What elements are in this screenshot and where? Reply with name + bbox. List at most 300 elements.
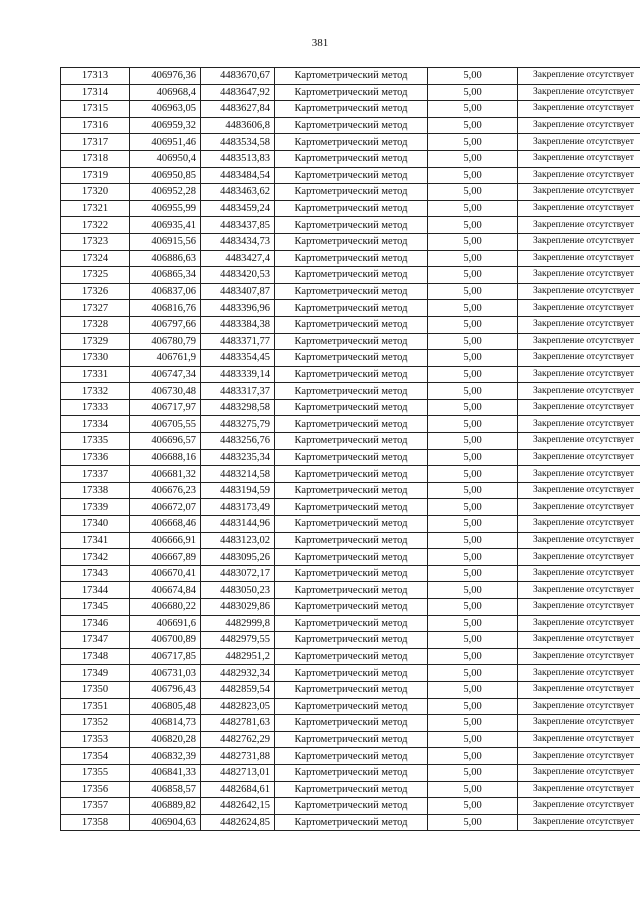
accuracy-cell: 5,00 <box>428 516 518 533</box>
fixation-cell: Закрепление отсутствует <box>518 333 640 350</box>
x-coordinate-cell: 406688,16 <box>130 449 201 466</box>
point-number-cell: 17357 <box>61 798 130 815</box>
table-row <box>61 565 640 582</box>
fixation-cell: Закрепление отсутствует <box>518 715 640 732</box>
method-cell: Картометрический метод <box>275 233 428 250</box>
accuracy-cell: 5,00 <box>428 300 518 317</box>
point-number-cell: 17340 <box>61 516 130 533</box>
method-cell: Картометрический метод <box>275 117 428 134</box>
x-coordinate-cell: 406950,85 <box>130 167 201 184</box>
table-row <box>61 267 640 284</box>
x-coordinate-cell: 406680,22 <box>130 599 201 616</box>
accuracy-cell: 5,00 <box>428 267 518 284</box>
x-coordinate-cell: 406667,89 <box>130 549 201 566</box>
accuracy-cell: 5,00 <box>428 399 518 416</box>
method-cell: Картометрический метод <box>275 748 428 765</box>
method-cell: Картометрический метод <box>275 798 428 815</box>
fixation-cell: Закрепление отсутствует <box>518 499 640 516</box>
y-coordinate-cell: 4483317,37 <box>201 383 275 400</box>
y-coordinate-cell: 4483123,02 <box>201 532 275 549</box>
fixation-cell: Закрепление отсутствует <box>518 250 640 267</box>
method-cell: Картометрический метод <box>275 150 428 167</box>
accuracy-cell: 5,00 <box>428 117 518 134</box>
point-number-cell: 17344 <box>61 582 130 599</box>
table-row <box>61 134 640 151</box>
method-cell: Картометрический метод <box>275 416 428 433</box>
x-coordinate-cell: 406668,46 <box>130 516 201 533</box>
method-cell: Картометрический метод <box>275 217 428 234</box>
point-number-cell: 17314 <box>61 84 130 101</box>
x-coordinate-cell: 406915,56 <box>130 233 201 250</box>
fixation-cell: Закрепление отсутствует <box>518 101 640 118</box>
point-number-cell: 17355 <box>61 764 130 781</box>
fixation-cell: Закрепление отсутствует <box>518 134 640 151</box>
y-coordinate-cell: 4482781,63 <box>201 715 275 732</box>
y-coordinate-cell: 4483463,62 <box>201 184 275 201</box>
x-coordinate-cell: 406968,4 <box>130 84 201 101</box>
method-cell: Картометрический метод <box>275 781 428 798</box>
accuracy-cell: 5,00 <box>428 449 518 466</box>
fixation-cell: Закрепление отсутствует <box>518 798 640 815</box>
accuracy-cell: 5,00 <box>428 615 518 632</box>
x-coordinate-cell: 406797,66 <box>130 316 201 333</box>
y-coordinate-cell: 4483459,24 <box>201 200 275 217</box>
method-cell: Картометрический метод <box>275 333 428 350</box>
method-cell: Картометрический метод <box>275 814 428 831</box>
fixation-cell: Закрепление отсутствует <box>518 184 640 201</box>
y-coordinate-cell: 4483256,76 <box>201 433 275 450</box>
fixation-cell: Закрепление отсутствует <box>518 565 640 582</box>
method-cell: Картометрический метод <box>275 134 428 151</box>
x-coordinate-cell: 406963,05 <box>130 101 201 118</box>
x-coordinate-cell: 406832,39 <box>130 748 201 765</box>
x-coordinate-cell: 406805,48 <box>130 698 201 715</box>
method-cell: Картометрический метод <box>275 499 428 516</box>
table-row <box>61 814 640 831</box>
fixation-cell: Закрепление отсутствует <box>518 350 640 367</box>
accuracy-cell: 5,00 <box>428 350 518 367</box>
method-cell: Картометрический метод <box>275 433 428 450</box>
x-coordinate-cell: 406959,32 <box>130 117 201 134</box>
table-row <box>61 217 640 234</box>
table-row <box>61 499 640 516</box>
y-coordinate-cell: 4483427,4 <box>201 250 275 267</box>
x-coordinate-cell: 406889,82 <box>130 798 201 815</box>
method-cell: Картометрический метод <box>275 399 428 416</box>
table-row <box>61 715 640 732</box>
table-row <box>61 250 640 267</box>
fixation-cell: Закрепление отсутствует <box>518 200 640 217</box>
x-coordinate-cell: 406858,57 <box>130 781 201 798</box>
fixation-cell: Закрепление отсутствует <box>518 532 640 549</box>
table-row <box>61 283 640 300</box>
x-coordinate-cell: 406865,34 <box>130 267 201 284</box>
y-coordinate-cell: 4482932,34 <box>201 665 275 682</box>
page-number: 381 <box>311 37 329 49</box>
accuracy-cell: 5,00 <box>428 333 518 350</box>
method-cell: Картометрический метод <box>275 84 428 101</box>
point-number-cell: 17330 <box>61 350 130 367</box>
point-number-cell: 17323 <box>61 233 130 250</box>
point-number-cell: 17345 <box>61 599 130 616</box>
method-cell: Картометрический метод <box>275 632 428 649</box>
point-number-cell: 17354 <box>61 748 130 765</box>
method-cell: Картометрический метод <box>275 532 428 549</box>
y-coordinate-cell: 4482951,2 <box>201 648 275 665</box>
point-number-cell: 17339 <box>61 499 130 516</box>
accuracy-cell: 5,00 <box>428 731 518 748</box>
accuracy-cell: 5,00 <box>428 466 518 483</box>
x-coordinate-cell: 406670,41 <box>130 565 201 582</box>
method-cell: Картометрический метод <box>275 648 428 665</box>
method-cell: Картометрический метод <box>275 383 428 400</box>
fixation-cell: Закрепление отсутствует <box>518 698 640 715</box>
method-cell: Картометрический метод <box>275 316 428 333</box>
table-row <box>61 748 640 765</box>
point-number-cell: 17317 <box>61 134 130 151</box>
method-cell: Картометрический метод <box>275 350 428 367</box>
fixation-cell: Закрепление отсутствует <box>518 615 640 632</box>
table-row <box>61 698 640 715</box>
table-row <box>61 798 640 815</box>
y-coordinate-cell: 4483095,26 <box>201 549 275 566</box>
point-number-cell: 17338 <box>61 482 130 499</box>
fixation-cell: Закрепление отсутствует <box>518 632 640 649</box>
fixation-cell: Закрепление отсутствует <box>518 84 640 101</box>
table-row <box>61 532 640 549</box>
point-number-cell: 17333 <box>61 399 130 416</box>
y-coordinate-cell: 4483339,14 <box>201 366 275 383</box>
table-row <box>61 84 640 101</box>
table-row <box>61 516 640 533</box>
y-coordinate-cell: 4483029,86 <box>201 599 275 616</box>
y-coordinate-cell: 4482684,61 <box>201 781 275 798</box>
table-row <box>61 665 640 682</box>
point-number-cell: 17324 <box>61 250 130 267</box>
method-cell: Картометрический метод <box>275 582 428 599</box>
x-coordinate-cell: 406976,36 <box>130 68 201 85</box>
table-row <box>61 117 640 134</box>
x-coordinate-cell: 406796,43 <box>130 681 201 698</box>
x-coordinate-cell: 406747,34 <box>130 366 201 383</box>
method-cell: Картометрический метод <box>275 549 428 566</box>
point-number-cell: 17318 <box>61 150 130 167</box>
x-coordinate-cell: 406837,06 <box>130 283 201 300</box>
y-coordinate-cell: 4483396,96 <box>201 300 275 317</box>
y-coordinate-cell: 4483437,85 <box>201 217 275 234</box>
point-number-cell: 17351 <box>61 698 130 715</box>
y-coordinate-cell: 4483144,96 <box>201 516 275 533</box>
table-row <box>61 681 640 698</box>
x-coordinate-cell: 406841,33 <box>130 764 201 781</box>
accuracy-cell: 5,00 <box>428 599 518 616</box>
table-row <box>61 316 640 333</box>
y-coordinate-cell: 4483214,58 <box>201 466 275 483</box>
accuracy-cell: 5,00 <box>428 781 518 798</box>
method-cell: Картометрический метод <box>275 665 428 682</box>
fixation-cell: Закрепление отсутствует <box>518 731 640 748</box>
table-row <box>61 399 640 416</box>
x-coordinate-cell: 406935,41 <box>130 217 201 234</box>
point-number-cell: 17349 <box>61 665 130 682</box>
x-coordinate-cell: 406730,48 <box>130 383 201 400</box>
method-cell: Картометрический метод <box>275 565 428 582</box>
x-coordinate-cell: 406952,28 <box>130 184 201 201</box>
y-coordinate-cell: 4482713,01 <box>201 764 275 781</box>
fixation-cell: Закрепление отсутствует <box>518 267 640 284</box>
table-row <box>61 233 640 250</box>
accuracy-cell: 5,00 <box>428 549 518 566</box>
accuracy-cell: 5,00 <box>428 250 518 267</box>
y-coordinate-cell: 4483235,34 <box>201 449 275 466</box>
method-cell: Картометрический метод <box>275 283 428 300</box>
point-number-cell: 17350 <box>61 681 130 698</box>
accuracy-cell: 5,00 <box>428 681 518 698</box>
x-coordinate-cell: 406691,6 <box>130 615 201 632</box>
accuracy-cell: 5,00 <box>428 648 518 665</box>
point-number-cell: 17331 <box>61 366 130 383</box>
accuracy-cell: 5,00 <box>428 101 518 118</box>
y-coordinate-cell: 4482731,88 <box>201 748 275 765</box>
y-coordinate-cell: 4483670,67 <box>201 68 275 85</box>
accuracy-cell: 5,00 <box>428 715 518 732</box>
fixation-cell: Закрепление отсутствует <box>518 117 640 134</box>
accuracy-cell: 5,00 <box>428 68 518 85</box>
table-row <box>61 549 640 566</box>
accuracy-cell: 5,00 <box>428 167 518 184</box>
table-row <box>61 582 640 599</box>
accuracy-cell: 5,00 <box>428 416 518 433</box>
table-row <box>61 150 640 167</box>
x-coordinate-cell: 406672,07 <box>130 499 201 516</box>
fixation-cell: Закрепление отсутствует <box>518 383 640 400</box>
point-number-cell: 17326 <box>61 283 130 300</box>
fixation-cell: Закрепление отсутствует <box>518 599 640 616</box>
method-cell: Картометрический метод <box>275 267 428 284</box>
accuracy-cell: 5,00 <box>428 814 518 831</box>
y-coordinate-cell: 4482999,8 <box>201 615 275 632</box>
y-coordinate-cell: 4482859,54 <box>201 681 275 698</box>
table-row <box>61 615 640 632</box>
x-coordinate-cell: 406955,99 <box>130 200 201 217</box>
y-coordinate-cell: 4483647,92 <box>201 84 275 101</box>
y-coordinate-cell: 4483484,54 <box>201 167 275 184</box>
method-cell: Картометрический метод <box>275 250 428 267</box>
fixation-cell: Закрепление отсутствует <box>518 665 640 682</box>
method-cell: Картометрический метод <box>275 366 428 383</box>
point-number-cell: 17328 <box>61 316 130 333</box>
accuracy-cell: 5,00 <box>428 217 518 234</box>
y-coordinate-cell: 4482642,15 <box>201 798 275 815</box>
point-number-cell: 17336 <box>61 449 130 466</box>
x-coordinate-cell: 406731,03 <box>130 665 201 682</box>
point-number-cell: 17358 <box>61 814 130 831</box>
y-coordinate-cell: 4483513,83 <box>201 150 275 167</box>
fixation-cell: Закрепление отсутствует <box>518 399 640 416</box>
fixation-cell: Закрепление отсутствует <box>518 316 640 333</box>
point-number-cell: 17343 <box>61 565 130 582</box>
y-coordinate-cell: 4483606,8 <box>201 117 275 134</box>
table-row <box>61 350 640 367</box>
accuracy-cell: 5,00 <box>428 499 518 516</box>
fixation-cell: Закрепление отсутствует <box>518 466 640 483</box>
table-row <box>61 449 640 466</box>
coordinates-table <box>60 67 640 831</box>
x-coordinate-cell: 406681,32 <box>130 466 201 483</box>
fixation-cell: Закрепление отсутствует <box>518 416 640 433</box>
y-coordinate-cell: 4483534,58 <box>201 134 275 151</box>
table-row <box>61 416 640 433</box>
point-number-cell: 17334 <box>61 416 130 433</box>
x-coordinate-cell: 406814,73 <box>130 715 201 732</box>
table-row <box>61 184 640 201</box>
accuracy-cell: 5,00 <box>428 532 518 549</box>
point-number-cell: 17356 <box>61 781 130 798</box>
y-coordinate-cell: 4482979,55 <box>201 632 275 649</box>
point-number-cell: 17342 <box>61 549 130 566</box>
accuracy-cell: 5,00 <box>428 433 518 450</box>
method-cell: Картометрический метод <box>275 615 428 632</box>
accuracy-cell: 5,00 <box>428 184 518 201</box>
fixation-cell: Закрепление отсутствует <box>518 764 640 781</box>
point-number-cell: 17329 <box>61 333 130 350</box>
table-row <box>61 101 640 118</box>
fixation-cell: Закрепление отсутствует <box>518 516 640 533</box>
accuracy-cell: 5,00 <box>428 798 518 815</box>
x-coordinate-cell: 406951,46 <box>130 134 201 151</box>
accuracy-cell: 5,00 <box>428 565 518 582</box>
accuracy-cell: 5,00 <box>428 366 518 383</box>
table-row <box>61 731 640 748</box>
x-coordinate-cell: 406705,55 <box>130 416 201 433</box>
y-coordinate-cell: 4483354,45 <box>201 350 275 367</box>
accuracy-cell: 5,00 <box>428 582 518 599</box>
fixation-cell: Закрепление отсутствует <box>518 283 640 300</box>
table-row <box>61 599 640 616</box>
method-cell: Картометрический метод <box>275 300 428 317</box>
method-cell: Картометрический метод <box>275 167 428 184</box>
method-cell: Картометрический метод <box>275 599 428 616</box>
table-row <box>61 68 640 85</box>
y-coordinate-cell: 4483072,17 <box>201 565 275 582</box>
accuracy-cell: 5,00 <box>428 150 518 167</box>
accuracy-cell: 5,00 <box>428 316 518 333</box>
fixation-cell: Закрепление отсутствует <box>518 433 640 450</box>
y-coordinate-cell: 4483371,77 <box>201 333 275 350</box>
method-cell: Картометрический метод <box>275 698 428 715</box>
accuracy-cell: 5,00 <box>428 482 518 499</box>
accuracy-cell: 5,00 <box>428 383 518 400</box>
point-number-cell: 17352 <box>61 715 130 732</box>
method-cell: Картометрический метод <box>275 101 428 118</box>
y-coordinate-cell: 4483407,87 <box>201 283 275 300</box>
x-coordinate-cell: 406717,97 <box>130 399 201 416</box>
table-row <box>61 482 640 499</box>
accuracy-cell: 5,00 <box>428 632 518 649</box>
table-row <box>61 433 640 450</box>
y-coordinate-cell: 4482762,29 <box>201 731 275 748</box>
table-row <box>61 200 640 217</box>
fixation-cell: Закрепление отсутствует <box>518 366 640 383</box>
y-coordinate-cell: 4483173,49 <box>201 499 275 516</box>
table-row <box>61 648 640 665</box>
point-number-cell: 17346 <box>61 615 130 632</box>
fixation-cell: Закрепление отсутствует <box>518 814 640 831</box>
fixation-cell: Закрепление отсутствует <box>518 233 640 250</box>
table-row <box>61 632 640 649</box>
x-coordinate-cell: 406700,89 <box>130 632 201 649</box>
y-coordinate-cell: 4483627,84 <box>201 101 275 118</box>
table-row <box>61 383 640 400</box>
point-number-cell: 17337 <box>61 466 130 483</box>
coordinates-table-body <box>61 68 640 831</box>
fixation-cell: Закрепление отсутствует <box>518 582 640 599</box>
y-coordinate-cell: 4482823,05 <box>201 698 275 715</box>
accuracy-cell: 5,00 <box>428 134 518 151</box>
y-coordinate-cell: 4483384,38 <box>201 316 275 333</box>
point-number-cell: 17315 <box>61 101 130 118</box>
y-coordinate-cell: 4483275,79 <box>201 416 275 433</box>
method-cell: Картометрический метод <box>275 731 428 748</box>
point-number-cell: 17327 <box>61 300 130 317</box>
table-row <box>61 466 640 483</box>
y-coordinate-cell: 4483194,59 <box>201 482 275 499</box>
accuracy-cell: 5,00 <box>428 84 518 101</box>
point-number-cell: 17316 <box>61 117 130 134</box>
point-number-cell: 17322 <box>61 217 130 234</box>
y-coordinate-cell: 4482624,85 <box>201 814 275 831</box>
method-cell: Картометрический метод <box>275 482 428 499</box>
method-cell: Картометрический метод <box>275 200 428 217</box>
fixation-cell: Закрепление отсутствует <box>518 748 640 765</box>
x-coordinate-cell: 406717,85 <box>130 648 201 665</box>
x-coordinate-cell: 406696,57 <box>130 433 201 450</box>
accuracy-cell: 5,00 <box>428 283 518 300</box>
accuracy-cell: 5,00 <box>428 233 518 250</box>
x-coordinate-cell: 406676,23 <box>130 482 201 499</box>
x-coordinate-cell: 406950,4 <box>130 150 201 167</box>
x-coordinate-cell: 406886,63 <box>130 250 201 267</box>
point-number-cell: 17321 <box>61 200 130 217</box>
x-coordinate-cell: 406674,84 <box>130 582 201 599</box>
table-row <box>61 167 640 184</box>
fixation-cell: Закрепление отсутствует <box>518 681 640 698</box>
y-coordinate-cell: 4483050,23 <box>201 582 275 599</box>
fixation-cell: Закрепление отсутствует <box>518 300 640 317</box>
accuracy-cell: 5,00 <box>428 200 518 217</box>
fixation-cell: Закрепление отсутствует <box>518 549 640 566</box>
x-coordinate-cell: 406761,9 <box>130 350 201 367</box>
point-number-cell: 17332 <box>61 383 130 400</box>
y-coordinate-cell: 4483434,73 <box>201 233 275 250</box>
point-number-cell: 17347 <box>61 632 130 649</box>
table-row <box>61 781 640 798</box>
fixation-cell: Закрепление отсутствует <box>518 648 640 665</box>
method-cell: Картометрический метод <box>275 681 428 698</box>
accuracy-cell: 5,00 <box>428 698 518 715</box>
method-cell: Картометрический метод <box>275 68 428 85</box>
y-coordinate-cell: 4483298,58 <box>201 399 275 416</box>
x-coordinate-cell: 406666,91 <box>130 532 201 549</box>
accuracy-cell: 5,00 <box>428 748 518 765</box>
point-number-cell: 17353 <box>61 731 130 748</box>
fixation-cell: Закрепление отсутствует <box>518 482 640 499</box>
fixation-cell: Закрепление отсутствует <box>518 449 640 466</box>
table-row <box>61 764 640 781</box>
y-coordinate-cell: 4483420,53 <box>201 267 275 284</box>
point-number-cell: 17325 <box>61 267 130 284</box>
x-coordinate-cell: 406816,76 <box>130 300 201 317</box>
